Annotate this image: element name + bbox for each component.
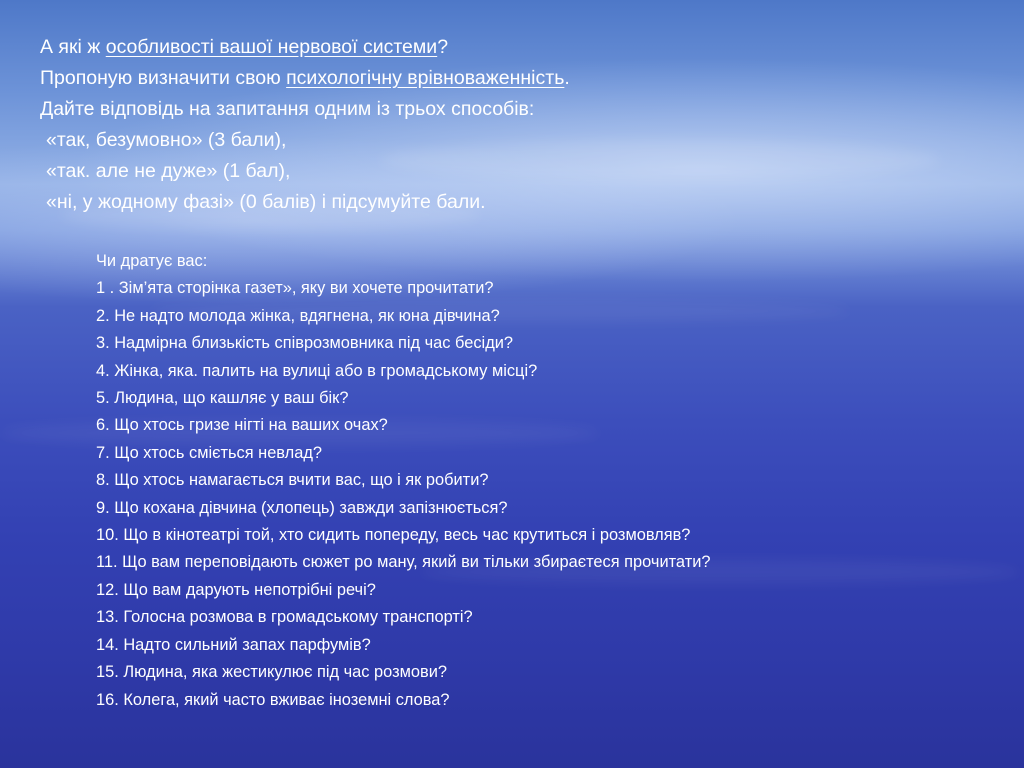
question-item: 13. Голосна розмова в громадському транспорті?	[96, 608, 473, 627]
psychological-balance-link[interactable]: психологічну врівноваженність	[286, 67, 565, 89]
answer-option-no: «ні, у жодному фазі» (0 балів) і підсумуйте бали.	[46, 191, 486, 213]
question-item: 6. Що хтось гризе нігті на ваших очах?	[96, 416, 388, 435]
question-item: 5. Людина, що кашляє у ваш бік?	[96, 389, 349, 408]
nervous-system-link[interactable]: особливості вашої нервової системи	[105, 36, 438, 58]
question-item: 15. Людина, яка жестикулює під час розмови?	[96, 663, 447, 682]
question-list	[96, 248, 996, 714]
question-item: 3. Надмірна близькість співрозмовника під час бесіди?	[96, 334, 514, 353]
intro-line-1-suffix: ?	[437, 36, 449, 58]
answer-option-yes: «так, безумовно» (3 бали),	[46, 129, 287, 151]
question-item: 16. Колега, який часто вживає іноземні слова?	[96, 690, 450, 709]
intro-line-1	[40, 32, 1000, 63]
question-item: 8. Що хтось намагається вчити вас, що і як робити?	[96, 471, 489, 490]
question-item: 4. Жінка, яка. палить на вулиці або в громадському місці?	[96, 361, 538, 380]
question-item: 9. Що кохана дівчина (хлопець) завжди запізнюється?	[96, 498, 508, 517]
intro-line-2-prefix: Пропоную визначити свою	[40, 67, 287, 89]
question-item: 12. Що вам дарують непотрібні речі?	[96, 580, 376, 599]
intro-line-1-prefix: А які ж	[40, 36, 106, 58]
intro-line-2	[40, 63, 1000, 94]
instruction-line: Дайте відповідь на запитання одним із трьох способів:	[40, 98, 535, 120]
question-item: 11. Що вам переповідають сюжет ро ману, який ви тільки збираєтеся прочитати?	[96, 553, 711, 572]
question-intro: Чи дратує вас:	[96, 252, 208, 270]
question-item: 1 . Зім’ята сторінка газет», яку ви хочете прочитати?	[96, 279, 494, 298]
intro-line-2-suffix: .	[564, 67, 570, 89]
intro-text	[40, 32, 1000, 218]
answer-option-somewhat: «так. але не дуже» (1 бал),	[46, 160, 291, 182]
question-item: 14. Надто сильний запах парфумів?	[96, 635, 371, 654]
question-item: 7. Що хтось сміється невлад?	[96, 443, 322, 462]
question-item: 10. Що в кінотеатрі той, хто сидить попереду, весь час крутиться і розмовляв?	[96, 526, 691, 545]
question-item: 2. Не надто молода жінка, вдягнена, як юна дівчина?	[96, 306, 500, 325]
